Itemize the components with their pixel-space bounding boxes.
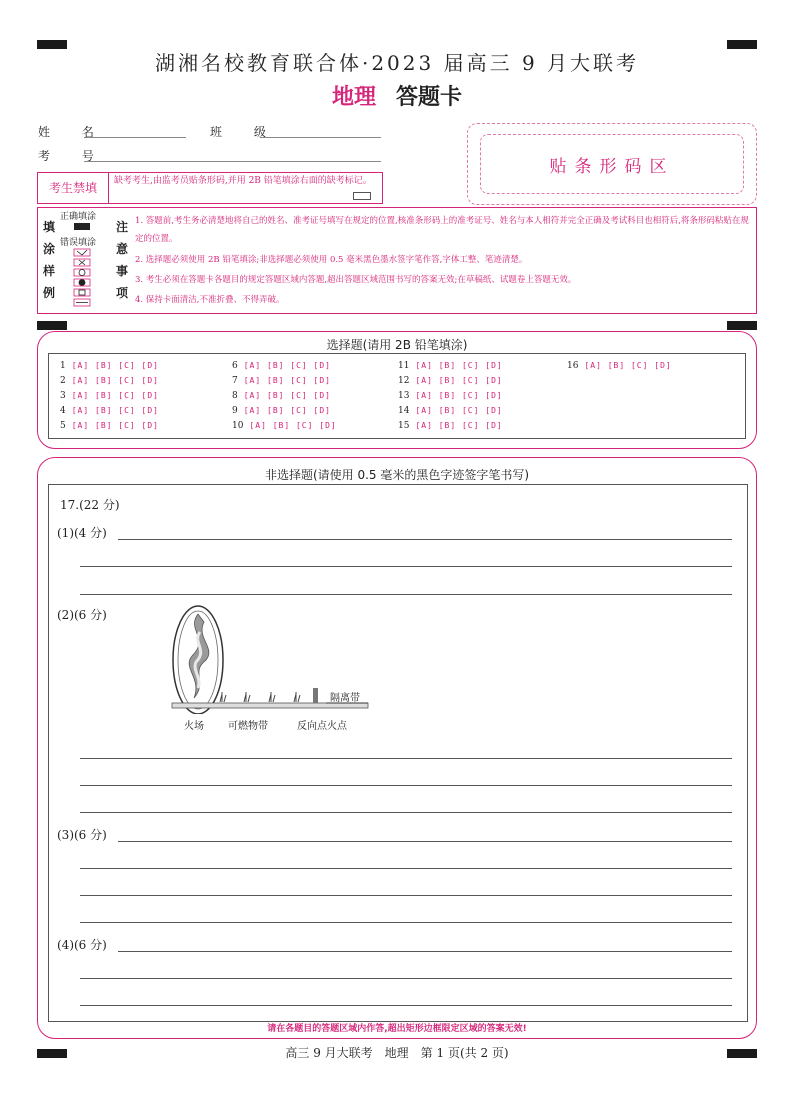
choice-options[interactable]: [A] [B] [C] [D] [415, 406, 503, 415]
correct-sample-label: 正确填涂 [60, 212, 97, 222]
choice-options[interactable]: [A] [B] [C] [D] [71, 391, 159, 400]
notes-label-char: 注 [115, 220, 128, 234]
answer-line[interactable] [80, 594, 732, 595]
registration-mark [37, 321, 67, 330]
figure-label-backfire-point: 反向点火点 [297, 721, 347, 732]
registration-mark [727, 321, 757, 330]
choice-options[interactable]: [A] [B] [C] [D] [243, 391, 331, 400]
choice-options[interactable]: [A] [B] [C] [D] [415, 421, 503, 430]
choice-item [60, 361, 159, 371]
answer-line[interactable] [80, 978, 732, 979]
choice-number: 16 [567, 361, 579, 371]
answer-line[interactable] [80, 812, 732, 813]
barcode-inner-frame [480, 134, 744, 194]
sample-label-char: 涂 [42, 242, 55, 256]
choice-item [398, 376, 503, 386]
barcode-label: 贴条形码区 [549, 157, 675, 177]
wrong-fill-samples [72, 248, 94, 310]
card-subtitle [0, 80, 794, 111]
choice-item [60, 406, 159, 416]
choice-number: 12 [398, 376, 410, 386]
figure-label-fire: 火场 [184, 721, 204, 732]
choice-item [398, 391, 503, 401]
choice-number: 3 [60, 391, 66, 401]
note-item: 4. 保持卡面清洁,不准折叠、不得弄破。 [135, 295, 285, 305]
choice-item [398, 421, 503, 431]
note-item: 3. 考生必须在答题卡各题目的规定答题区域内答题,超出答题区域范围书写的答案无效;在草稿纸、试题卷上答题无效。 [135, 275, 577, 285]
choice-title: 选择题(请用 2B 铅笔填涂) [326, 338, 468, 352]
choice-number: 15 [398, 421, 410, 431]
wrong-sample-label: 错误填涂 [60, 238, 97, 248]
choice-options[interactable]: [A] [B] [C] [D] [243, 376, 331, 385]
choice-number: 11 [398, 361, 410, 371]
absent-section [37, 172, 383, 204]
choice-item [232, 376, 331, 386]
choice-section [37, 331, 757, 449]
answer-line[interactable] [118, 841, 732, 842]
answer-line[interactable] [80, 566, 732, 567]
question-17-heading: 17.(22 分) [60, 498, 120, 512]
choice-number: 6 [232, 361, 238, 371]
notice-section [37, 207, 757, 314]
note-item: 2. 选择题必须使用 2B 铅笔填涂;非选择题必须使用 0.5 毫米黑色墨水签字笔作答,字体工整、笔迹清楚。 [135, 255, 528, 265]
choice-options[interactable]: [A] [B] [C] [D] [584, 361, 672, 370]
choice-options[interactable]: [A] [B] [C] [D] [71, 406, 159, 415]
choice-item [60, 376, 159, 386]
choice-number: 1 [60, 361, 66, 371]
choice-options[interactable]: [A] [B] [C] [D] [71, 376, 159, 385]
choice-item [60, 421, 159, 431]
choice-item [60, 391, 159, 401]
figure-label-fuel-strip: 可燃物带 [228, 721, 268, 732]
answer-line[interactable] [80, 1005, 732, 1006]
part-4-label: (4)(6 分) [57, 938, 107, 952]
sample-label-char: 例 [42, 286, 55, 300]
answer-line[interactable] [80, 922, 732, 923]
page-footer: 高三 9 月大联考 地理 第 1 页(共 2 页) [285, 1046, 509, 1060]
answer-line[interactable] [80, 758, 732, 759]
sample-label-char: 填 [42, 220, 55, 234]
correct-fill-sample [74, 223, 90, 230]
footer-warning: 请在各题目的答题区域内作答,超出矩形边框限定区域的答案无效! [267, 1024, 527, 1034]
absent-label: 考生禁填 [38, 173, 109, 203]
choice-item [398, 406, 503, 416]
name-label: 姓 名 [38, 125, 108, 139]
choice-options[interactable]: [A] [B] [C] [D] [415, 361, 503, 370]
figure-label-firebreak: 隔离带 [330, 693, 360, 704]
answer-line[interactable] [80, 785, 732, 786]
answer-line[interactable] [80, 895, 732, 896]
notes-label-char: 项 [115, 286, 128, 300]
card-type: 答题卡 [396, 84, 463, 110]
answer-line[interactable] [118, 539, 732, 540]
exam-title: 湖湘名校教育联合体·2023 届高三 9 月大联考 [154, 51, 640, 75]
answer-frame [48, 484, 748, 1022]
notes-label-char: 事 [115, 264, 128, 278]
choice-number: 9 [232, 406, 238, 416]
choice-item [232, 421, 337, 431]
choice-number: 13 [398, 391, 410, 401]
choice-number: 10 [232, 421, 244, 431]
exam-no-field[interactable] [84, 161, 381, 162]
choice-number: 5 [60, 421, 66, 431]
class-label: 班 级 [210, 125, 280, 139]
note-item: 1. 答题前,考生务必清楚地将自己的姓名、准考证号填写在规定的位置,核准条形码上的准考证号、姓名与本人相符并完全正确及考试科目也相符后,将条形码粘贴在规定的位置。 [135, 216, 749, 244]
choice-number: 14 [398, 406, 410, 416]
absent-checkbox[interactable] [353, 192, 371, 200]
part-2-label: (2)(6 分) [57, 608, 107, 622]
answer-line[interactable] [80, 868, 732, 869]
part-3-label: (3)(6 分) [57, 828, 107, 842]
choice-options[interactable]: [A] [B] [C] [D] [243, 406, 331, 415]
part-1-label: (1)(4 分) [57, 526, 107, 540]
choice-options[interactable]: [A] [B] [C] [D] [71, 361, 159, 370]
choice-item [232, 361, 331, 371]
choice-number: 2 [60, 376, 66, 386]
choice-item [398, 361, 503, 371]
choice-number: 7 [232, 376, 238, 386]
name-field[interactable] [84, 137, 186, 138]
choice-number: 8 [232, 391, 238, 401]
choice-item [232, 391, 331, 401]
choice-options[interactable]: [A] [B] [C] [D] [71, 421, 159, 430]
exam-no-label: 考 号 [38, 149, 108, 163]
answer-line[interactable] [118, 951, 732, 952]
class-field[interactable] [260, 137, 381, 138]
choice-item [232, 406, 331, 416]
choice-item [567, 361, 672, 371]
choice-options[interactable]: [A] [B] [C] [D] [243, 361, 331, 370]
choice-options[interactable]: [A] [B] [C] [D] [249, 421, 337, 430]
subject-name: 地理 [331, 84, 376, 110]
choice-number: 4 [60, 406, 66, 416]
choice-options[interactable]: [A] [B] [C] [D] [415, 391, 503, 400]
nonchoice-title: 非选择题(请使用 0.5 毫米的黑色字迹签字笔书写) [264, 468, 530, 482]
choice-options[interactable]: [A] [B] [C] [D] [415, 376, 503, 385]
barcode-area [467, 123, 757, 205]
absent-instruction: 缺考考生,由监考员贴条形码,并用 2B 铅笔填涂右面的缺考标记。 [114, 176, 372, 186]
notes-label-char: 意 [115, 242, 128, 256]
sample-label-char: 样 [42, 264, 55, 278]
